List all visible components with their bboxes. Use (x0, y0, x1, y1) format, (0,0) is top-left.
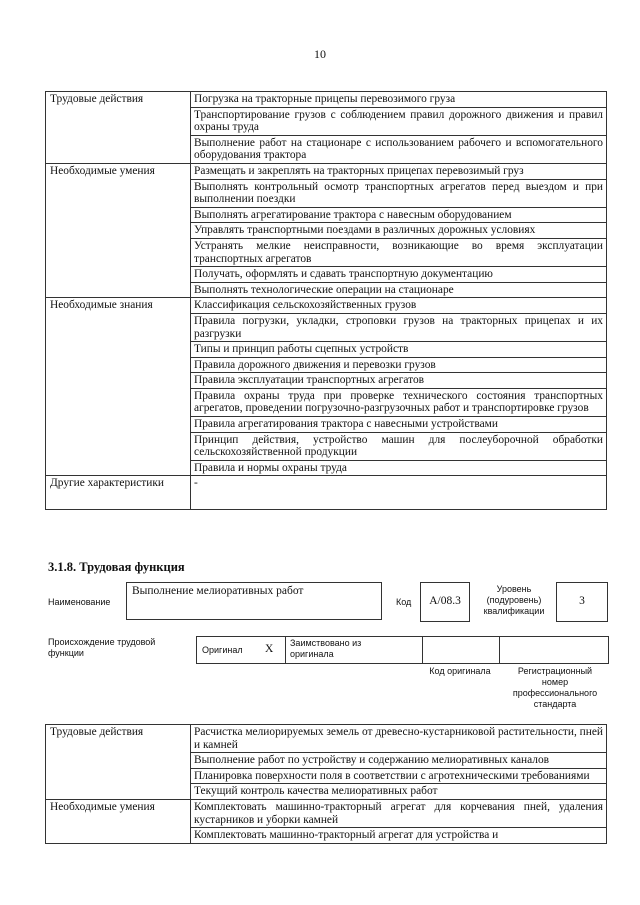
code-field (420, 582, 470, 622)
table-cell: Устранять мелкие неисправности, возникающие во время эксплуатации транспортных агрегатов (191, 238, 607, 266)
table-cell: Выполнение работ по устройству и содержанию мелиоративных каналов (191, 753, 607, 769)
origin-code-caption: Код оригинала (429, 666, 491, 676)
group-header: Трудовые действия (46, 725, 191, 800)
code-label: Код (396, 597, 412, 607)
reg-number-caption: Регистрационный номер профессионального стандарта (512, 666, 598, 709)
table-cell: Выполнять агрегатирование трактора с навесным оборудованием (191, 207, 607, 223)
level-field (556, 582, 608, 622)
table-row (46, 163, 607, 179)
table-cell: Текущий контроль качества мелиоративных работ (191, 784, 607, 800)
table-cell: Правила и нормы охраны труда (191, 460, 607, 476)
reg-number-field (499, 636, 609, 664)
table-cell: Выполнение работ на стационаре с использованием рабочего и вспомогательного оборудования трактора (191, 135, 607, 163)
table-cell: Комплектовать машинно-тракторный агрегат для устройства и (191, 828, 607, 844)
group-header: Необходимые умения (46, 163, 191, 297)
group-header: Необходимые знания (46, 298, 191, 476)
table-cell: Погрузка на тракторные прицепы перевозимого груза (191, 92, 607, 108)
level-label: Уровень (подуровень) квалификации (483, 584, 545, 616)
table-row (46, 476, 607, 510)
table-cell: Выполнять технологические операции на стационаре (191, 282, 607, 298)
table-cell: Правила охраны труда при проверке технического состояния транспортных агрегатов, проведении погрузочно-разгрузочных работ и транспортировке грузов (191, 388, 607, 416)
table-cell: Транспортирование грузов с соблюдением правил дорожного движения и правил охраны труда (191, 107, 607, 135)
requirements-table-a-08-2 (45, 91, 607, 510)
original-field (196, 636, 286, 664)
original-label: Оригинал (202, 645, 243, 655)
table-cell: Принцип действия, устройство машин для послеуборочной обработки сельскохозяйственной продукции (191, 432, 607, 460)
name-label: Наименование (48, 597, 111, 607)
section-title: 3.1.8. Трудовая функция (48, 560, 185, 574)
table-cell: Комплектовать машинно-тракторный агрегат для корчевания пней, удаления кустарников и уборки камней (191, 799, 607, 827)
group-header: Трудовые действия (46, 92, 191, 164)
table-row (46, 725, 607, 753)
table-cell: Правила дорожного движения и перевозки грузов (191, 357, 607, 373)
origin-label: Происхождение трудовой функции (48, 637, 156, 658)
table-cell: Типы и принцип работы сцепных устройств (191, 342, 607, 358)
table-row (46, 799, 607, 827)
table-cell: Правила эксплуатации транспортных агрегатов (191, 373, 607, 389)
group-header: Необходимые умения (46, 799, 191, 843)
name-field (126, 582, 382, 620)
table-cell: Планировка поверхности поля в соответствии с агротехническими требованиями (191, 768, 607, 784)
table-cell: Выполнять контрольный осмотр транспортных агрегатов перед выездом и при выполнении поездки (191, 179, 607, 207)
table-cell: Получать, оформлять и сдавать транспортную документацию (191, 267, 607, 283)
borrowed-label: Заимствовано из оригинала (290, 638, 362, 659)
code-value: А/08.3 (429, 595, 461, 607)
table-cell: - (191, 476, 607, 510)
table-cell: Правила агрегатирования трактора с навесными устройствами (191, 417, 607, 433)
requirements-table-a-08-3 (45, 724, 607, 844)
table-cell: Размещать и закреплять на тракторных прицепах перевозимый груз (191, 163, 607, 179)
table-row (46, 92, 607, 108)
table-cell: Правила погрузки, укладки, строповки грузов на тракторных прицепах и их разгрузки (191, 313, 607, 341)
level-value: 3 (579, 595, 585, 607)
borrowed-field (285, 636, 423, 664)
table-cell: Расчистка мелиорируемых земель от древесно-кустарниковой растительности, пней и камней (191, 725, 607, 753)
table-row (46, 298, 607, 314)
table-cell: Классификация сельскохозяйственных грузов (191, 298, 607, 314)
name-value: Выполнение мелиоративных работ (132, 585, 304, 597)
group-header: Другие характеристики (46, 476, 191, 510)
original-mark: X (265, 643, 274, 655)
origin-code-field (422, 636, 500, 664)
table-cell: Управлять транспортными поездами в различных дорожных условиях (191, 223, 607, 239)
page-number: 10 (314, 47, 326, 61)
